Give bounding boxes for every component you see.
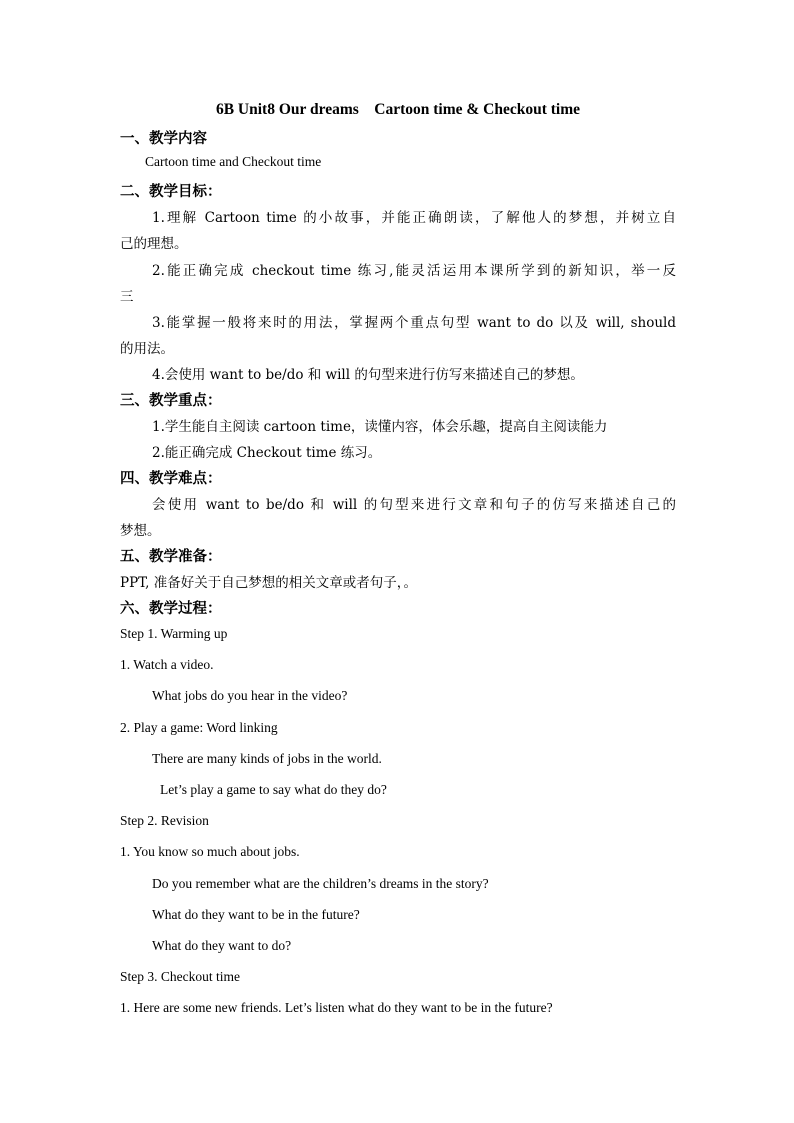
key-point-2: 2.能正确完成 Checkout time 练习。 <box>152 445 382 461</box>
step-1-item-2-prompt: Let’s play a game to say what do they do? <box>160 782 387 797</box>
objective-4: 4.会使用 want to be/do 和 will 的句型来进行仿写来描述自己的梦想。 <box>152 367 584 383</box>
step-2-question-1: Do you remember what are the children’s dreams in the story? <box>152 876 489 891</box>
preparation-text: PPT, 准备好关于自己梦想的相关文章或者句子，。 <box>120 575 418 591</box>
step-2-heading: Step 2. Revision <box>120 813 209 828</box>
section-heading-objectives: 二、教学目标： <box>120 183 222 200</box>
key-point-1: 1.学生能自主阅读 cartoon time，读懂内容，体会乐趣，提高自主阅读能力 <box>152 419 608 435</box>
step-2-question-2: What do they want to be in the future? <box>152 907 360 922</box>
step-1-item-1: 1. Watch a video. <box>120 657 214 672</box>
step-1-item-2-text: There are many kinds of jobs in the world. <box>152 751 382 766</box>
section-heading-preparation: 五、教学准备： <box>120 548 222 565</box>
objective-1-line-2: 己的理想。 <box>120 236 188 252</box>
objective-3-line-2: 的用法。 <box>120 341 174 357</box>
step-2-item-1: 1. You know so much about jobs. <box>120 844 300 859</box>
step-3-heading: Step 3. Checkout time <box>120 969 240 984</box>
difficulty-line-2: 梦想。 <box>120 523 161 539</box>
section-heading-difficulties: 四、教学难点： <box>120 470 222 487</box>
step-2-question-3: What do they want to do? <box>152 938 292 953</box>
section-heading-content: 一、教学内容 <box>120 130 207 147</box>
section-heading-process: 六、教学过程： <box>120 600 222 617</box>
step-1-item-1-question: What jobs do you hear in the video? <box>152 688 348 703</box>
step-1-item-2: 2. Play a game: Word linking <box>120 720 278 735</box>
section-heading-key-points: 三、教学重点： <box>120 392 222 409</box>
content-text: Cartoon time and Checkout time <box>145 154 322 169</box>
difficulty-line-1: 会使用 want to be/do 和 will 的句型来进行文章和句子的仿写来描述自己的 <box>152 497 676 513</box>
objective-1-line-1: 1.理解 Cartoon time 的小故事，并能正确朗读，了解他人的梦想，并树立自 <box>152 210 676 226</box>
objective-2-line-1: 2.能正确完成 checkout time 练习,能灵活运用本课所学到的新知识，举一反 <box>152 263 676 279</box>
step-3-item-1: 1. Here are some new friends. Let’s listen what do they want to be in the future? <box>120 1000 553 1015</box>
objective-3-line-1: 3.能掌握一般将来时的用法，掌握两个重点句型 want to do 以及 will, should <box>152 315 676 331</box>
step-1-heading: Step 1. Warming up <box>120 626 228 641</box>
objective-2-line-2: 三 <box>120 289 134 305</box>
document-title: 6B Unit8 Our dreams Cartoon time & Checkout time <box>215 101 581 118</box>
